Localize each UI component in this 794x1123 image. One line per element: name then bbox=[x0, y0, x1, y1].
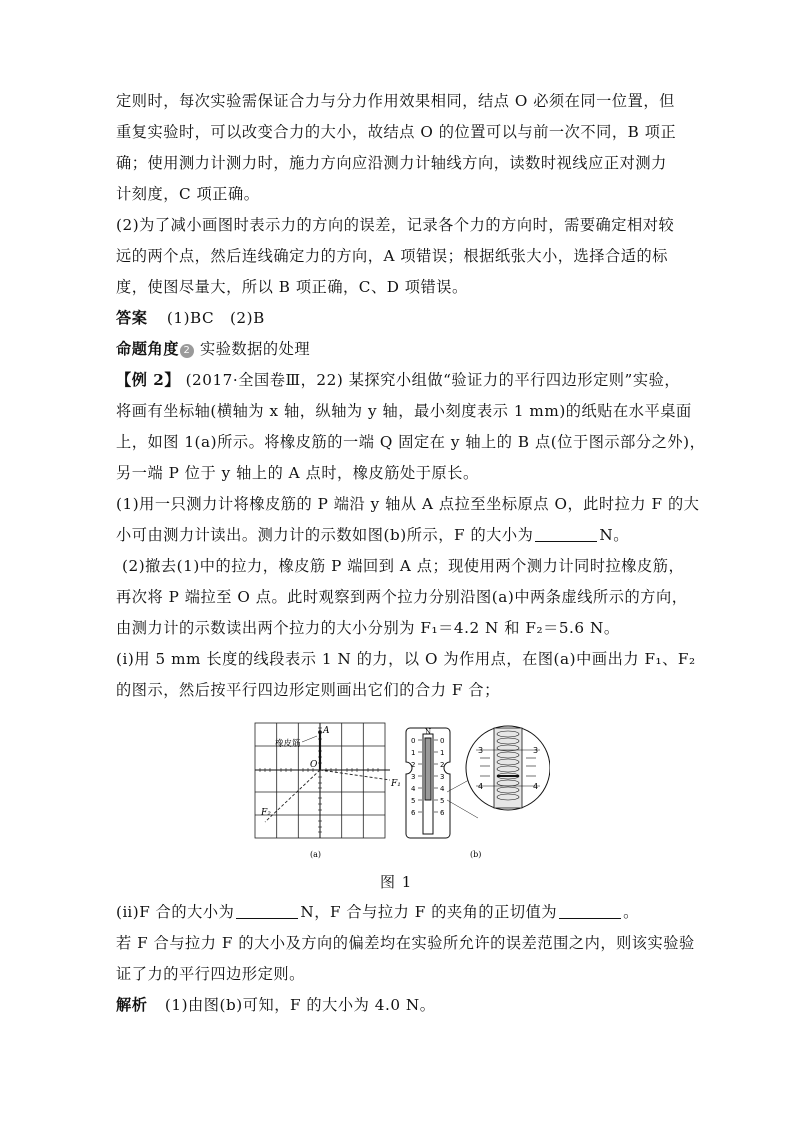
question-1-text: 小可由测力计读出。测力计的示数如图(b)所示，F 的大小为 bbox=[116, 526, 534, 544]
angle-number-badge: 2 bbox=[180, 344, 194, 358]
analysis-label: 解析 bbox=[116, 996, 148, 1014]
question-1-line bbox=[116, 520, 682, 551]
svg-text:4: 4 bbox=[440, 785, 445, 793]
figure-1 bbox=[250, 720, 550, 860]
force-dashed-lines bbox=[265, 770, 390, 822]
angle-title: 实验数据的处理 bbox=[199, 340, 311, 358]
svg-text:3: 3 bbox=[411, 773, 416, 781]
answer-line bbox=[116, 303, 682, 334]
text-line: 远的两个点，然后连线确定力的方向，A 项错误；根据纸张大小，选择合适的标 bbox=[116, 247, 668, 265]
rubber-band-label: 橡皮筋 bbox=[275, 739, 301, 749]
svg-text:3: 3 bbox=[478, 746, 484, 755]
text-line: 若 F 合与拉力 F 的大小及方向的偏差均在实验所允许的误差范围之内，则该实验验 bbox=[116, 934, 695, 952]
text-line: 证了力的平行四边形定则。 bbox=[116, 965, 305, 983]
svg-text:4: 4 bbox=[411, 785, 416, 793]
svg-text:0: 0 bbox=[411, 737, 416, 745]
svg-text:6: 6 bbox=[440, 809, 445, 817]
text-line: 确；使用测力计测力时，施力方向应沿测力计轴线方向，读数时视线应正对测力 bbox=[116, 154, 667, 172]
rubber-band bbox=[318, 730, 322, 770]
answer-label: 答案 bbox=[116, 309, 148, 327]
svg-text:5: 5 bbox=[440, 797, 445, 805]
svg-text:2: 2 bbox=[411, 761, 416, 769]
scale-numbers-left bbox=[411, 737, 416, 817]
figure-a-label: (a) bbox=[310, 850, 322, 859]
question-ii-end: 。 bbox=[623, 903, 639, 921]
angle-label: 命题角度 bbox=[116, 340, 179, 358]
scale-numbers-right bbox=[440, 737, 445, 817]
example-line bbox=[116, 365, 682, 396]
figure-caption: 图 1 bbox=[380, 873, 413, 891]
example-label: 【例 2】 bbox=[116, 371, 181, 389]
svg-text:4: 4 bbox=[533, 782, 539, 791]
svg-text:0: 0 bbox=[440, 737, 445, 745]
svg-text:5: 5 bbox=[411, 797, 416, 805]
upper-text bbox=[116, 86, 706, 706]
question-ii-text-mid: N，F 合与拉力 F 的夹角的正切值为 bbox=[300, 903, 558, 921]
text-line: 重复实验时，可以改变合力的大小，故结点 O 的位置可以与前一次不同，B 项正 bbox=[116, 123, 677, 141]
question-ii-line bbox=[116, 897, 682, 928]
svg-text:3: 3 bbox=[440, 773, 445, 781]
f2-label: F₂ bbox=[261, 808, 271, 818]
angle-line bbox=[116, 334, 682, 365]
example-text: (2017·全国卷Ⅲ，22) 某探究小组做“验证力的平行四边形定则”实验， bbox=[185, 371, 681, 389]
text-line: 度，使图尽量大，所以 B 项正确，C、D 项错误。 bbox=[116, 278, 468, 296]
text-line: 定则时，每次实验需保证合力与分力作用效果相同，结点 O 必须在同一位置，但 bbox=[116, 92, 675, 110]
question-1-line: (1)用一只测力计将橡皮筋的 P 端沿 y 轴从 A 点拉至坐标原点 O，此时拉力 F 的大 bbox=[116, 495, 700, 513]
question-2-line: (2)撤去(1)中的拉力，橡皮筋 P 端回到 A 点；现使用两个测力计同时拉橡皮筋， bbox=[122, 557, 685, 575]
unit-label: N bbox=[425, 728, 432, 736]
svg-text:6: 6 bbox=[411, 809, 416, 817]
question-i-line: 的图示，然后按平行四边形定则画出它们的合力 F 合； bbox=[116, 681, 500, 699]
svg-text:1: 1 bbox=[411, 749, 416, 757]
question-1-unit: N。 bbox=[599, 526, 629, 544]
text-line: 上，如图 1(a)所示。将橡皮筋的一端 Q 固定在 y 轴上的 B 点(位于图示部分之外)， bbox=[116, 433, 706, 451]
text-line: 另一端 P 位于 y 轴上的 A 点时，橡皮筋处于原长。 bbox=[116, 464, 479, 482]
svg-text:2: 2 bbox=[440, 761, 445, 769]
answer-blank-f bbox=[535, 527, 597, 542]
f1-label: F₁ bbox=[391, 779, 401, 789]
figure-b-label: (b) bbox=[470, 850, 482, 859]
svg-text:1: 1 bbox=[440, 749, 445, 757]
answer-blank-magnitude bbox=[236, 904, 298, 919]
question-2-line: 再次将 P 端拉至 O 点。此时观察到两个拉力分别沿图(a)中两条虚线所示的方向， bbox=[116, 588, 688, 606]
question-2-line: 由测力计的示数读出两个拉力的大小分别为 F₁＝4.2 N 和 F₂＝5.6 N。 bbox=[116, 619, 620, 637]
answer-blank-tangent bbox=[559, 904, 621, 919]
svg-text:3: 3 bbox=[533, 746, 539, 755]
analysis-text: (1)由图(b)可知，F 的大小为 4.0 N。 bbox=[164, 996, 436, 1014]
analysis-line bbox=[116, 990, 682, 1021]
question-i-line: (ⅰ)用 5 mm 长度的线段表示 1 N 的力，以 O 为作用点，在图(a)中画出力 F₁、F₂ bbox=[116, 650, 696, 668]
text-line: 将画有坐标轴(横轴为 x 轴，纵轴为 y 轴，最小刻度表示 1 mm)的纸贴在水平桌面 bbox=[116, 402, 692, 420]
question-ii-text: (ⅱ)F 合的大小为 bbox=[116, 903, 235, 921]
answer-value: (1)BC (2)B bbox=[166, 309, 265, 327]
text-line: 计刻度，C 项正确。 bbox=[116, 185, 260, 203]
magnified-view bbox=[466, 726, 550, 810]
lower-text bbox=[116, 897, 695, 1021]
text-line: (2)为了减小画图时表示力的方向的误差，记录各个力的方向时，需要确定相对较 bbox=[116, 216, 675, 234]
svg-text:4: 4 bbox=[478, 782, 484, 791]
origin-label: O bbox=[310, 760, 318, 770]
point-a-label: A bbox=[323, 726, 330, 736]
